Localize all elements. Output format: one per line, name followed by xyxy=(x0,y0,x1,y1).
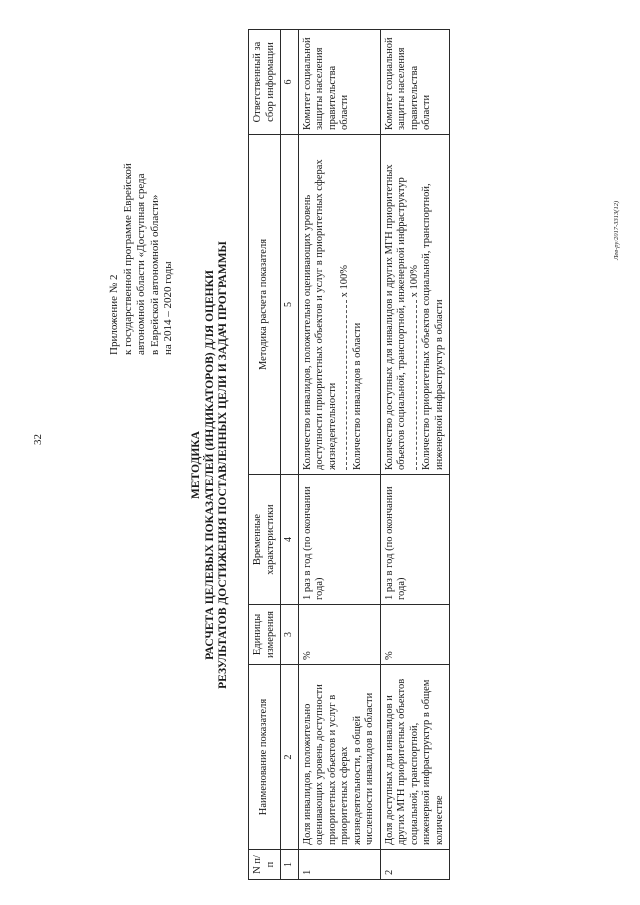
heading-title: МЕТОДИКА xyxy=(190,431,202,499)
column-number-row xyxy=(281,30,299,880)
header-cell: Наименование показателя xyxy=(249,665,281,850)
annex-line: автономной области «Доступная среда xyxy=(135,173,147,355)
method-denominator: Количество приоритетных объектов социальной, транспортной, инженерной инфраструктур в области xyxy=(421,183,445,470)
annex-line: на 2014 – 2020 годы xyxy=(162,261,174,355)
indicator-name: Доля инвалидов, положительно оценивающих уровень доступности приоритетных объектов и услуг в приоритетных сферах жизнедеятельности, в общей численности инвалидов в области xyxy=(298,665,380,850)
method-multiplier: х 100% xyxy=(339,265,350,298)
indicator-unit: % xyxy=(298,605,380,665)
method-multiplier: х 100% xyxy=(408,265,420,298)
header-cell: Единицы измерения xyxy=(249,605,281,665)
header-cell: Методика расчета показателя xyxy=(249,135,281,475)
annex-note xyxy=(108,55,176,355)
method-denominator: Количество инвалидов в области xyxy=(351,322,363,470)
document-reference: Лев-ру/2017-3313(12) xyxy=(613,200,620,260)
annex-line: в Еврейской автономной области» xyxy=(148,194,161,355)
column-number: 1 xyxy=(281,850,299,880)
fraction-bar xyxy=(416,300,417,470)
method-fraction-line xyxy=(409,139,422,470)
fraction-bar xyxy=(346,300,347,470)
heading-line: РАСЧЕТА ЦЕЛЕВЫХ ПОКАЗАТЕЛЕЙ (ИНДИКАТОРОВ) ДЛЯ ОЦЕНКИ xyxy=(203,270,216,660)
method-numerator: Количество доступных для инвалидов и других МГН приоритетных объектов социальной, транспортной, инженерной инфраструктур xyxy=(383,164,407,470)
column-number: 3 xyxy=(281,605,299,665)
column-number: 4 xyxy=(281,475,299,605)
indicator-unit: % xyxy=(380,605,450,665)
heading-line: РЕЗУЛЬТАТОВ ДОСТИЖЕНИЯ ПОСТАВЛЕННЫХ ЦЕЛИ И ЗАДАЧ ПРОГРАММЫ xyxy=(217,241,229,689)
rotated-content xyxy=(108,30,628,900)
indicator-method xyxy=(380,135,450,475)
header-cell: N п/п xyxy=(249,850,281,880)
indicator-period: 1 раз в год (по окончании года) xyxy=(380,475,450,605)
annex-line: Приложение № 2 xyxy=(108,274,120,355)
indicator-responsible: Комитет социальной защиты населения правительства области xyxy=(380,30,450,135)
table-row xyxy=(298,30,380,880)
table-header-row xyxy=(249,30,281,880)
column-number: 6 xyxy=(281,30,299,135)
header-cell: Ответственный за сбор информации xyxy=(249,30,281,135)
indicators-table-wrapper xyxy=(248,30,450,880)
row-number: 2 xyxy=(380,850,450,880)
column-number: 2 xyxy=(281,665,299,850)
indicator-responsible: Комитет социальной защиты населения правительства области xyxy=(298,30,380,135)
indicator-period: 1 раз в год (по окончании года) xyxy=(298,475,380,605)
indicators-table xyxy=(248,29,450,880)
row-number: 1 xyxy=(298,850,380,880)
indicator-method xyxy=(298,135,380,475)
document-heading xyxy=(190,30,231,900)
annex-line: к государственной программе Еврейской xyxy=(121,163,134,355)
method-fraction-line xyxy=(339,139,352,470)
table-row xyxy=(380,30,450,880)
header-cell: Временные характеристики xyxy=(249,475,281,605)
page-number: 32 xyxy=(32,434,44,445)
method-numerator: Количество инвалидов, положительно оценивающих уровень доступности приоритетных объектов и услуг в приоритетных сферах жизнедеятельности xyxy=(301,159,338,470)
indicator-name: Доля доступных для инвалидов и других МГН приоритетных объектов социальной, транспортной, инженерной инфраструктур в общем количестве xyxy=(380,665,450,850)
column-number: 5 xyxy=(281,135,299,475)
